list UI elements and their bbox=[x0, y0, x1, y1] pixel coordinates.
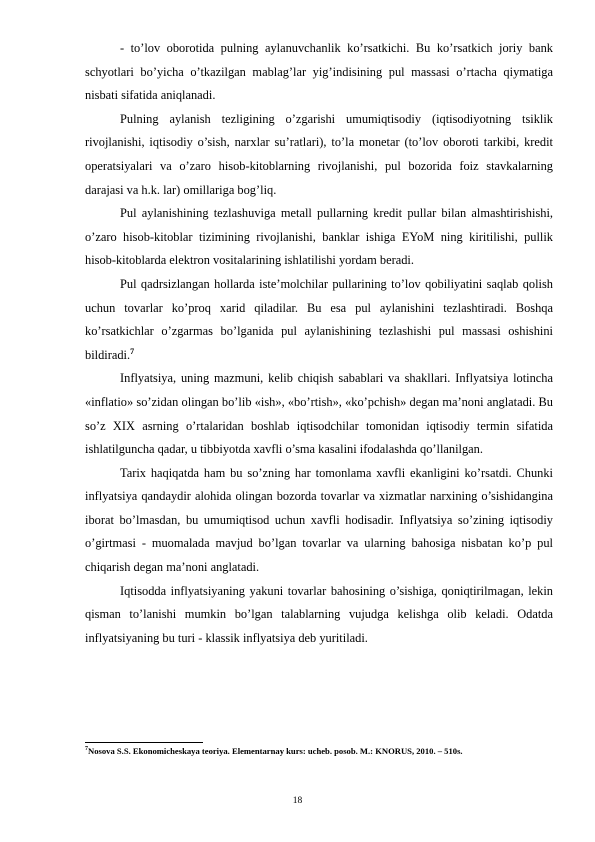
paragraph-6: Tarix haqiqatda ham bu so’zning har tomonlama xavfli ekanligini ko’rsatdi. Chunki inflyatsiya qandaydir alohida olingan bozorda tovarlar va xizmatlar narxining o’sishidangina iborat bo’lmasdan, bu umumiqtisod uchun xavfli hodisadir. Inflyatsiya so’zining iqtisodiy o’girtmasi - muomalada mavjud bo’lgan tovarlar va ularning bahosiga nisbatan ko’p pul chiqarish degan ma’noni anglatadi. bbox=[85, 465, 553, 575]
footnote-separator bbox=[85, 742, 203, 743]
footnote-number: 7 bbox=[85, 746, 88, 752]
paragraph-4-text: Pul qadrsizlangan hollarda iste’molchilar pullarining to’lov qobiliyatini saqlab qolish uchun tovarlar ko’proq xarid qiladilar. Bu esa pul aylanishini tezlashtiradi. Boshqa ko’rsatkichlar o’zgarmas bo’lganida pul aylanishining tezlashishi pul massasi oshishini bildiradi. bbox=[85, 276, 553, 362]
footnote bbox=[85, 745, 555, 757]
paragraph-4 bbox=[85, 273, 553, 367]
paragraph-3: Pul aylanishining tezlashuviga metall pullarning kredit pullar bilan almashtirishishi, o’zaro hisob-kitoblar tizimining rivojlanishi, banklar ishiga EYoM ning kiritilishi, pullik hisob-kitoblarda elektron vositalarining ishlatilishi yordam beradi. bbox=[85, 206, 553, 268]
footnote-text: Nosova S.S. Ekonomicheskaya teoriya. Elementarnay kurs: ucheb. posob. M.: KNORUS, 2010. – 510s. bbox=[88, 746, 463, 756]
body-text bbox=[85, 37, 553, 650]
paragraph-1: - to’lov oborotida pulning aylanuvchanlik ko’rsatkichi. Bu ko’rsatkich joriy bank schyotlari bo’yicha o’tkazilgan mablag’lar yig’indisining pul massasi o’rtacha qiymatiga nisbati sifatida aniqlanadi. bbox=[85, 41, 553, 103]
paragraph-5: Inflyatsiya, uning mazmuni, kelib chiqish sabablari va shakllari. Inflyatsiya lotincha «inflatio» so’zidan olingan bo’lib «ish», «bo’rtish», «ko’pchish» degan ma’noni anglatadi. Bu so’z XIX asrning o’rtalaridan boshlab iqtisodchilar tomonidan iqtisodiy termin sifatida ishlatilguncha qadar, u tibbiyotda xavfli o’sma kasalini ifodalashda qo’llanilgan. bbox=[85, 371, 553, 457]
paragraph-2: Pulning aylanish tezligining o’zgarishi umumiqtisodiy (iqtisodiyotning tsiklik rivojlanishi, iqtisodiy o’sish, narxlar su’ratlari), to’la monetar (to’lov oboroti tarkibi, kredit operatsiyalari va o’zaro hisob-kitoblarning rivojlanishi, pul bozorida foiz stavkalarning darajasi va h.k. lar) omillariga bog’liq. bbox=[85, 111, 553, 197]
paragraph-7: Iqtisodda inflyatsiyaning yakuni tovarlar bahosining o’sishiga, qoniqtirilmagan, lekin qisman to’lanishi mumkin bo’lgan talablarning vujudga kelishga olib keladi. Odatda inflyatsiyaning bu turi - klassik inflyatsiya deb yuritiladi. bbox=[85, 583, 553, 645]
page-number: 18 bbox=[292, 796, 303, 806]
footnote-reference[interactable]: 7 bbox=[130, 346, 135, 356]
